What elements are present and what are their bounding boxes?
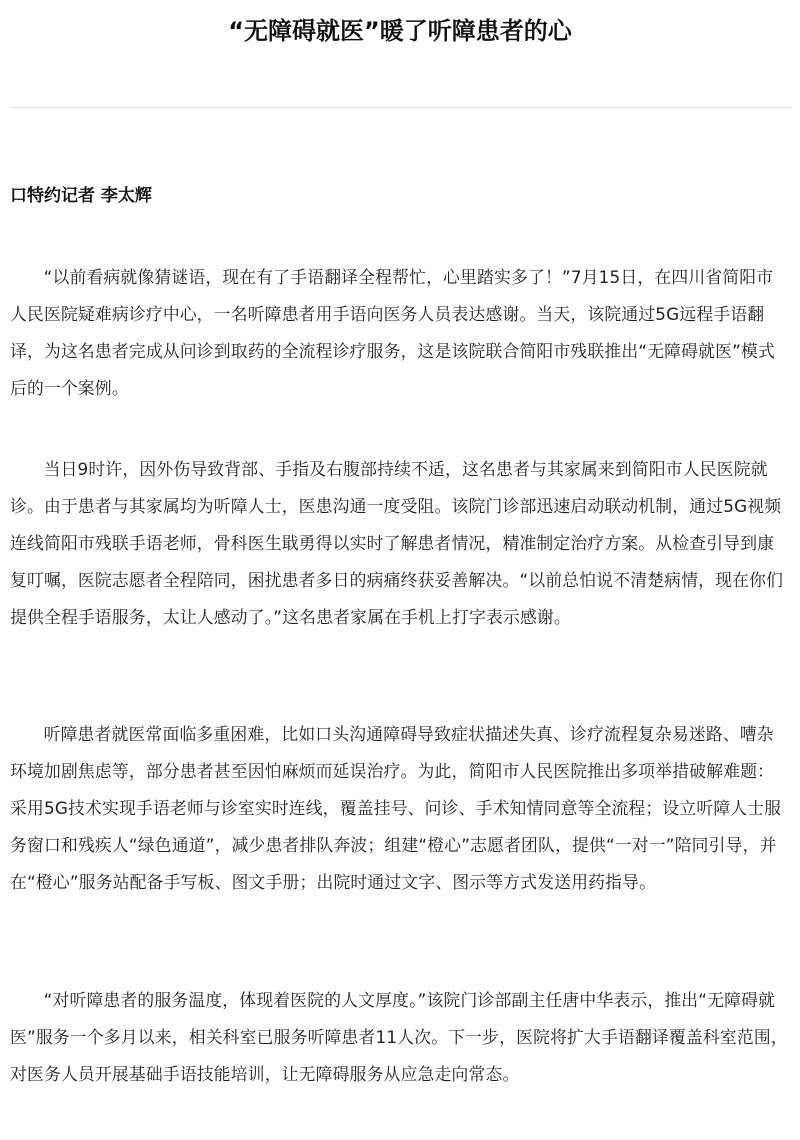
article-paragraph: “对听障患者的服务温度，体现着医院的人文厚度。”该院门诊部副主任唐中华表示，推出“无障碍就医”服务一个多月以来，相关科室已服务听障患者11人次。下一步，医院将扩大手语翻译覆盖科室范围，对医务人员开展基础手语技能培训，让无障碍服务从应急走向常态。 bbox=[10, 990, 788, 1084]
title-divider bbox=[10, 107, 792, 108]
article-paragraph: 当日9时许，因外伤导致背部、手指及右腹部持续不适，这名患者与其家属来到简阳市人民医院就诊。由于患者与其家属均为听障人士，医患沟通一度受阻。该院门诊部迅速启动联动机制，通过5G视频连线简阳市残联手语老师，骨科医生戢勇得以实时了解患者情况，精准制定治疗方案。从检查引导到康复叮嘱，医院志愿者全程陪同，困扰患者多日的病痛终获妥善解决。“以前总怕说不清楚病情，现在你们提供全程手语服务，太让人感动了。”这名患者家属在手机上打字表示感谢。 bbox=[10, 459, 784, 627]
article-byline: 口特约记者 李太辉 bbox=[10, 186, 152, 206]
article-title: “无障碍就医”暖了听障患者的心 bbox=[228, 17, 572, 45]
article-paragraph: 听障患者就医常面临多重困难，比如口头沟通障碍导致症状描述失真、诊疗流程复杂易迷路、嘈杂环境加剧焦虑等，部分患者甚至因怕麻烦而延误治疗。为此，简阳市人民医院推出多项举措破解难题：采用5G技术实现手语老师与诊室实时连线，覆盖挂号、问诊、手术知情同意等全流程；设立听障人士服务窗口和残疾人“绿色通道”，减少患者排队奔波；组建“橙心”志愿者团队，提供“一对一”陪同引导，并在“橙心”服务站配备手写板、图文手册；出院时通过文字、图示等方式发送用药指导。 bbox=[10, 724, 782, 892]
article-paragraph: “以前看病就像猜谜语，现在有了手语翻译全程帮忙，心里踏实多了！”7月15日，在四川省简阳市人民医院疑难病诊疗中心，一名听障患者用手语向医务人员表达感谢。当天，该院通过5G远程手语翻译，为这名患者完成从问诊到取药的全流程诊疗服务，这是该院联合简阳市残联推出“无障碍就医”模式后的一个案例。 bbox=[10, 267, 775, 398]
